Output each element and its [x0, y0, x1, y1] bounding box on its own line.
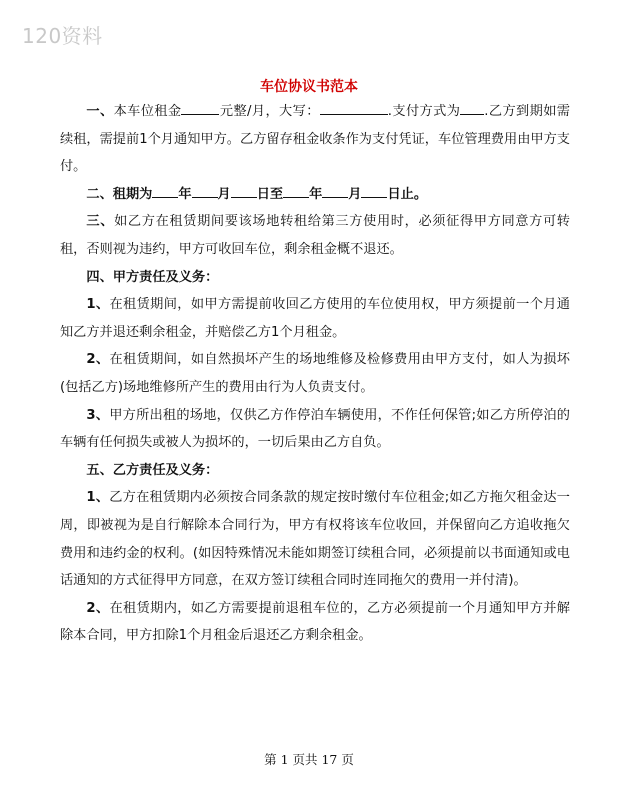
section-5-item-2	[60, 595, 570, 650]
item-text: 乙方在租赁期内必须按合同条款的规定按时缴付车位租金;如乙方拖欠租金达一周，即被视为是自行解除本合同行为，甲方有权将该车位收回，并保留向乙方追收拖欠费用和违约金的权利。(如因特殊情况未能如期签订续租合同，必须提前以书面通知或电话通知的方式征得甲方同意，在双方签订续租合同时连同拖欠的费用一并付清)。	[60, 490, 570, 589]
document-body	[60, 98, 570, 650]
clause-1	[60, 98, 570, 181]
item-number: 2、	[86, 600, 110, 616]
clause-3-text: 如乙方在租赁期间要该场地转租给第三方使用时，必须征得甲方同意方可转租，否则视为违约，甲方可收回车位，剩余租金概不退还。	[60, 214, 570, 257]
item-number: 2、	[86, 352, 110, 368]
item-number: 3、	[86, 407, 110, 423]
rent-amount-blank	[181, 99, 219, 115]
watermark-logo: 120资料	[22, 24, 103, 48]
start-day-label: 日至	[256, 186, 284, 202]
start-month-blank	[192, 182, 218, 198]
section-4-heading: 四、甲方责任及义务：	[86, 269, 219, 285]
end-month-blank	[322, 182, 348, 198]
clause-2	[60, 181, 570, 209]
section-4-item-2	[60, 346, 570, 401]
clause-1-text-b: 元整/月，大写：	[219, 104, 320, 119]
item-text: 在租赁期内，如乙方需要提前退租车位的，乙方必须提前一个月通知甲方并解除本合同，甲方扣除1个月租金后退还乙方剩余租金。	[60, 600, 570, 644]
clause-2-label: 二、租期为	[86, 186, 153, 202]
clause-1-text-d: .乙方到期如需续租，需提前1个月通知甲方。乙方留存租金收条作为支付凭证，车位管理费用由甲方支付。	[60, 104, 570, 175]
start-year-blank	[152, 182, 178, 198]
clause-3-number: 三、	[86, 214, 115, 230]
rent-uppercase-blank	[320, 99, 388, 115]
start-year-label: 年	[178, 186, 192, 202]
item-text: 在租赁期间，如甲方需提前收回乙方使用的车位使用权，甲方须提前一个月通知乙方并退还剩余租金，并赔偿乙方1个月租金。	[60, 297, 570, 340]
section-5-item-1	[60, 484, 570, 594]
end-day-label: 日止。	[387, 186, 428, 202]
end-day-blank	[361, 182, 387, 198]
end-year-label: 年	[309, 186, 323, 202]
clause-1-text-a: 本车位租金	[113, 104, 182, 119]
start-day-blank	[231, 182, 257, 198]
clause-3	[60, 208, 570, 263]
section-5-heading: 五、乙方责任及义务：	[86, 462, 219, 478]
item-number: 1、	[86, 490, 110, 506]
start-month-label: 月	[217, 186, 231, 202]
section-4-item-3	[60, 402, 570, 457]
page-footer: 第 1 页共 17 页	[264, 752, 354, 767]
document-title: 车位协议书范本	[260, 79, 358, 95]
clause-1-number: 一、	[86, 104, 114, 119]
end-year-blank	[283, 182, 309, 198]
item-text: 在租赁期间，如自然损坏产生的场地维修及检修费用由甲方支付，如人为损坏(包括乙方)场地维修所产生的费用由行为人负责支付。	[60, 352, 570, 395]
clause-1-text-c: .支付方式为	[387, 104, 461, 119]
payment-method-blank	[460, 99, 484, 115]
end-month-label: 月	[348, 186, 362, 202]
item-number: 1、	[86, 297, 110, 313]
item-text: 甲方所出租的场地，仅供乙方作停泊车辆使用，不作任何保管;如乙方所停泊的车辆有任何损失或被人为损坏的，一切后果由乙方自负。	[60, 407, 570, 451]
section-4-item-1	[60, 291, 570, 346]
